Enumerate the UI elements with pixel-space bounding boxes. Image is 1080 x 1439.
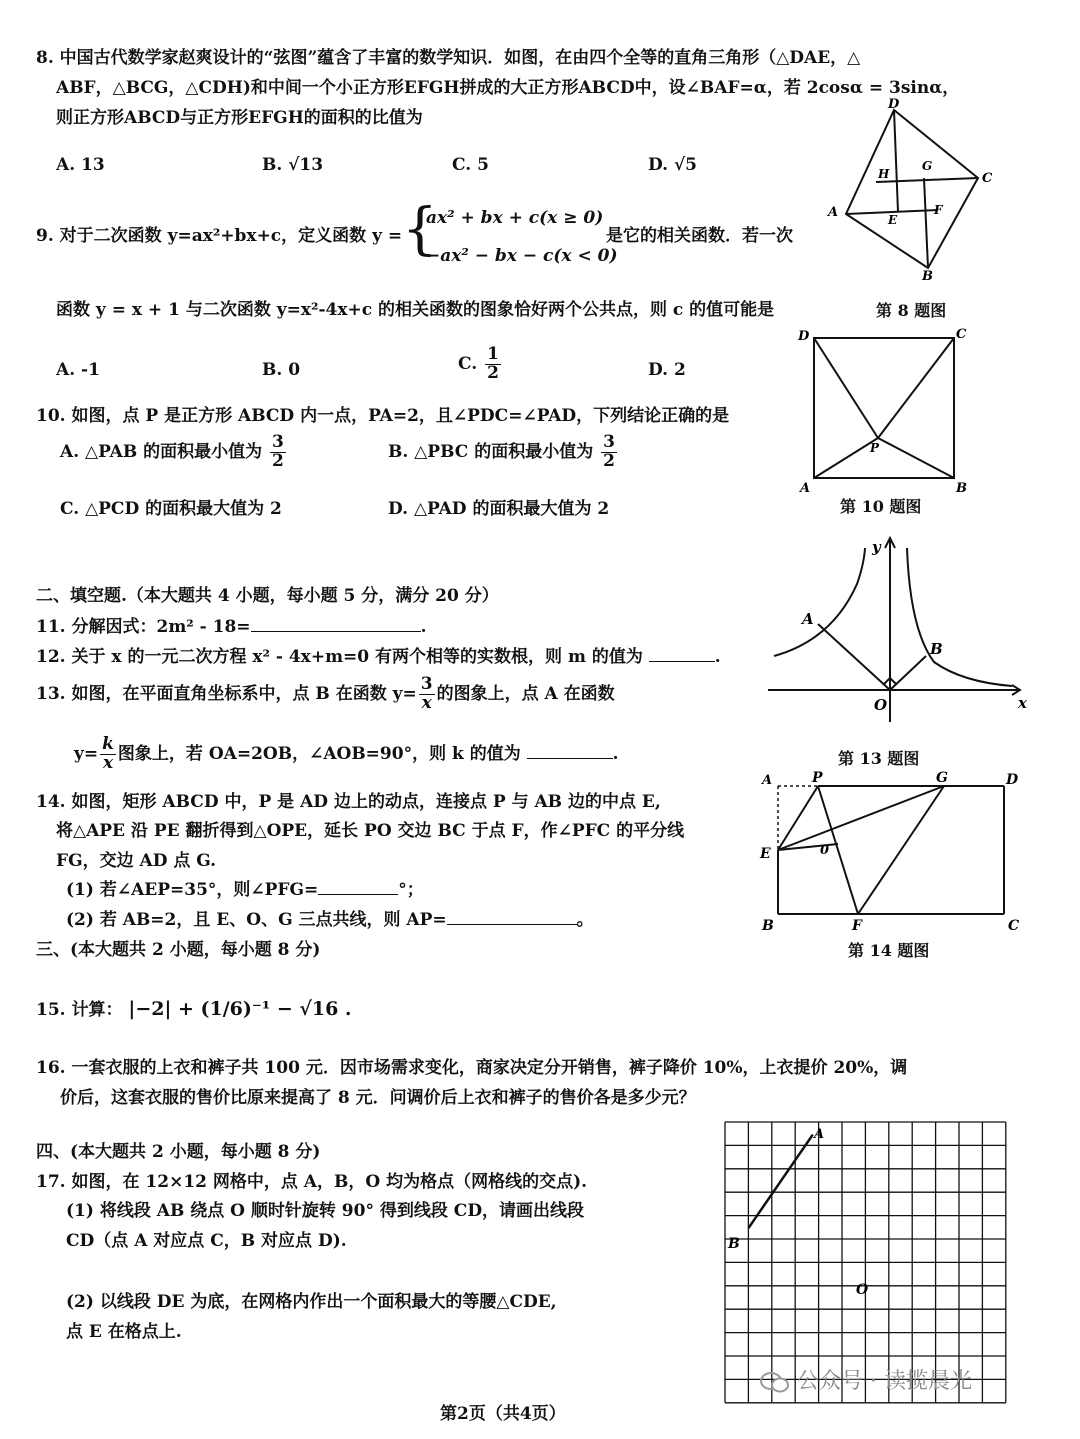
q14-figure	[754, 766, 1030, 934]
q8-label-d: D	[888, 98, 900, 112]
q9-option-c-num: 1	[487, 344, 499, 364]
q8-line3: 则正方形ABCD与正方形EFGH的面积的比值为	[56, 108, 423, 128]
q8-option-b: B. √13	[262, 155, 324, 175]
q8-label-e: E	[888, 213, 898, 227]
section2-heading: 二、填空题.（本大题共 4 小题，每小题 5 分，满分 20 分）	[36, 586, 499, 606]
q8-caption: 第 8 题图	[876, 301, 947, 320]
q14-line3: FG，交边 AD 点 G.	[56, 851, 217, 871]
q8-option-d: D. √5	[648, 155, 697, 175]
q10-line1: 10. 如图，点 P 是正方形 ABCD 内一点，PA=2，且∠PDC=∠PAD，下列结论正确的是	[36, 406, 730, 426]
q14-sub2	[66, 910, 594, 930]
q15	[36, 998, 352, 1021]
q13-line2-pre: y=	[74, 743, 99, 764]
q9-option-c	[458, 346, 503, 383]
q13-label-a: A	[802, 610, 814, 628]
q10-option-b-den: 2	[603, 450, 615, 471]
q10-label-b: B	[956, 481, 967, 496]
page-footer: 第2页（共4页）	[440, 1404, 566, 1424]
q8-option-c: C. 5	[452, 155, 489, 175]
q8-label-g: G	[922, 159, 933, 173]
q14-sub1	[66, 880, 424, 900]
q14-label-a: A	[762, 773, 773, 788]
q13-pre: 13. 如图，在平面直角坐标系中，点 B 在函数 y=	[36, 683, 417, 704]
q14-sub2-pre: (2) 若 AB=2，且 E、O、G 三点共线，则 AP=	[66, 910, 447, 930]
q15-expression: |−2| + (1/6)⁻¹ − √16 .	[128, 998, 352, 1020]
q8-label-f: F	[934, 203, 943, 217]
q14-sub2-blank[interactable]	[447, 924, 577, 925]
q12: 12. 关于 x 的一元二次方程 x² - 4x+m=0 有两个相等的实数根，则 m 的值为 .	[36, 647, 721, 667]
q14-sub1-pre: (1) 若∠AEP=35°，则∠PFG=	[66, 880, 319, 900]
section3-heading: 三、(本大题共 2 小题，每小题 8 分)	[36, 940, 321, 960]
section4-heading: 四、(本大题共 2 小题，每小题 8 分)	[36, 1142, 321, 1162]
q10-option-c: C. △PCD 的面积最大值为 2	[60, 499, 282, 519]
q8-label-a: A	[828, 205, 839, 220]
q8-label-c: C	[982, 171, 993, 186]
q9-case1: ax² + bx + c(x ≥ 0)	[426, 208, 604, 228]
q8-line1: 8. 中国古代数学家赵爽设计的“弦图”蕴含了丰富的数学知识．如图，在由四个全等的直角三角形（△DAE，△	[36, 48, 861, 68]
q8-label-b: B	[922, 269, 933, 283]
q10-option-a-fraction	[270, 434, 286, 471]
q14-caption: 第 14 题图	[848, 941, 930, 960]
q13-label-b: B	[930, 640, 943, 658]
q9-brace: {	[402, 197, 438, 262]
q14-label-p: P	[812, 770, 823, 786]
q13-label-x: x	[1018, 694, 1027, 712]
q10-option-a-num: 3	[272, 432, 284, 452]
q14-label-c: C	[1008, 918, 1020, 934]
watermark-text	[760, 1364, 972, 1395]
q12-answer-blank[interactable]	[649, 661, 715, 662]
q8-option-a: A. 13	[56, 155, 105, 175]
q9-pre: 9. 对于二次函数 y=ax²+bx+c，定义函数 y =	[36, 226, 403, 246]
q10-option-a-den: 2	[272, 450, 284, 471]
q13-fraction-den: x	[421, 692, 432, 713]
q14-sub1-blank[interactable]	[318, 894, 398, 895]
q10-option-a-text: A. △PAB 的面积最小值为	[60, 441, 263, 462]
q13-figure	[762, 530, 1034, 726]
q10-label-c: C	[956, 327, 967, 342]
q10-option-d: D. △PAD 的面积最大值为 2	[388, 499, 610, 519]
q10-option-b-num: 3	[603, 432, 615, 452]
q9-case2: −ax² − bx − c(x < 0)	[426, 246, 618, 266]
q10-figure	[796, 326, 976, 496]
q9-option-b: B. 0	[262, 360, 301, 380]
q14-label-e: E	[760, 846, 771, 862]
q13-line2: y= $\frac{k}{x}$ 图象上，若 OA=2OB，∠AOB=90°，则 k 的值为 .	[74, 734, 619, 773]
q10-label-p: P	[870, 441, 880, 455]
q16-line2: 价后，这套衣服的售价比原来提高了 8 元．问调价后上衣和裤子的售价各是多少元？	[60, 1088, 696, 1108]
q17-sub2b: 点 E 在格点上.	[66, 1322, 182, 1342]
q13-label-y: y	[872, 538, 881, 556]
q8-label-h: H	[878, 167, 890, 181]
q10-label-d: D	[798, 329, 810, 344]
q11: 11. 分解因式：2m² - 18= .	[36, 617, 427, 637]
q10-option-b	[388, 434, 619, 471]
q13-line1	[36, 676, 615, 713]
q17-segment-ab	[748, 1135, 812, 1229]
wechat-icon	[760, 1371, 790, 1393]
q13-caption: 第 13 题图	[838, 749, 920, 768]
q9-post: 是它的相关函数．若一次	[606, 226, 793, 246]
q13-line2-post: 图象上，若 OA=2OB，∠AOB=90°，则 k 的值为	[117, 743, 521, 764]
q8-figure	[818, 98, 998, 283]
q14-line1: 14. 如图，矩形 ABCD 中，P 是 AD 边上的动点，连接点 P 与 AB 边的中点 E,	[36, 792, 661, 812]
q14-sub1-post: °；	[398, 880, 424, 900]
q14-label-f: F	[852, 918, 862, 934]
q17-sub1a: (1) 将线段 AB 绕点 O 顺时针旋转 90° 得到线段 CD，请画出线段	[66, 1201, 585, 1221]
q11-answer-blank[interactable]	[251, 631, 421, 632]
q11-text: 11. 分解因式：2m² - 18=	[36, 617, 251, 637]
q10-option-b-text: B. △PBC 的面积最小值为	[388, 441, 594, 462]
q17-line1: 17. 如图，在 12×12 网格中，点 A，B，O 均为格点（网格线的交点).	[36, 1172, 588, 1192]
q16-line1: 16. 一套衣服的上衣和裤子共 100 元．因市场需求变化，商家决定分开销售，裤子降价 10%，上衣提价 20%，调	[36, 1058, 908, 1078]
q13-label-o: O	[874, 696, 888, 714]
q9-option-c-prefix: C.	[458, 353, 478, 374]
q13-post: 的图象上，点 A 在函数	[436, 683, 615, 704]
q13-fraction2-den: x	[102, 752, 114, 773]
q12-text: 12. 关于 x 的一元二次方程 x² - 4x+m=0 有两个相等的实数根，则 m 的值为	[36, 647, 643, 667]
q17-sub1b: CD（点 A 对应点 C，B 对应点 D).	[66, 1231, 347, 1251]
q13-answer-blank[interactable]	[527, 758, 613, 759]
q13-fraction-3-over-x	[419, 676, 435, 713]
q10-option-b-fraction	[601, 434, 617, 471]
watermark-label: 公众号 · 读揽晨光	[797, 1369, 972, 1394]
q9-option-c-fraction	[485, 346, 501, 383]
q17-label-a: A	[814, 1127, 825, 1142]
q9-option-c-den: 2	[487, 362, 499, 383]
q14-label-o: 0	[820, 843, 830, 858]
q10-label-a: A	[800, 481, 811, 496]
q9-option-a: A. -1	[56, 360, 100, 380]
q17-label-o: O	[856, 1282, 869, 1298]
q9-line2: 函数 y = x + 1 与二次函数 y=x²-4x+c 的相关函数的图象恰好两个公共点，则 c 的值可能是	[56, 300, 775, 320]
q15-pre: 15. 计算：	[36, 1000, 123, 1020]
q14-label-b: B	[762, 918, 774, 934]
q14-line2: 将△APE 沿 PE 翻折得到△OPE，延长 PO 交边 BC 于点 F，作∠PFC 的平分线	[56, 821, 685, 841]
q13-fraction-num: 3	[420, 674, 433, 694]
q10-caption: 第 10 题图	[840, 497, 922, 516]
q14-label-d: D	[1006, 772, 1019, 788]
q17-label-b: B	[728, 1236, 740, 1252]
q13-fraction-k-over-x	[100, 736, 116, 773]
q17-sub2a: (2) 以线段 DE 为底，在网格内作出一个面积最大的等腰△CDE,	[66, 1292, 557, 1312]
q14-label-g: G	[936, 770, 948, 786]
q13-fraction2-num: k	[102, 734, 114, 754]
q10-option-a	[60, 434, 288, 471]
q8-line2: ABF，△BCG，△CDH)和中间一个小正方形EFGH拼成的大正方形ABCD中，设∠BAF=α，若 2cosα = 3sinα，	[56, 78, 960, 98]
q9-option-d: D. 2	[648, 360, 686, 380]
q14-sub2-post: 。	[576, 910, 594, 930]
